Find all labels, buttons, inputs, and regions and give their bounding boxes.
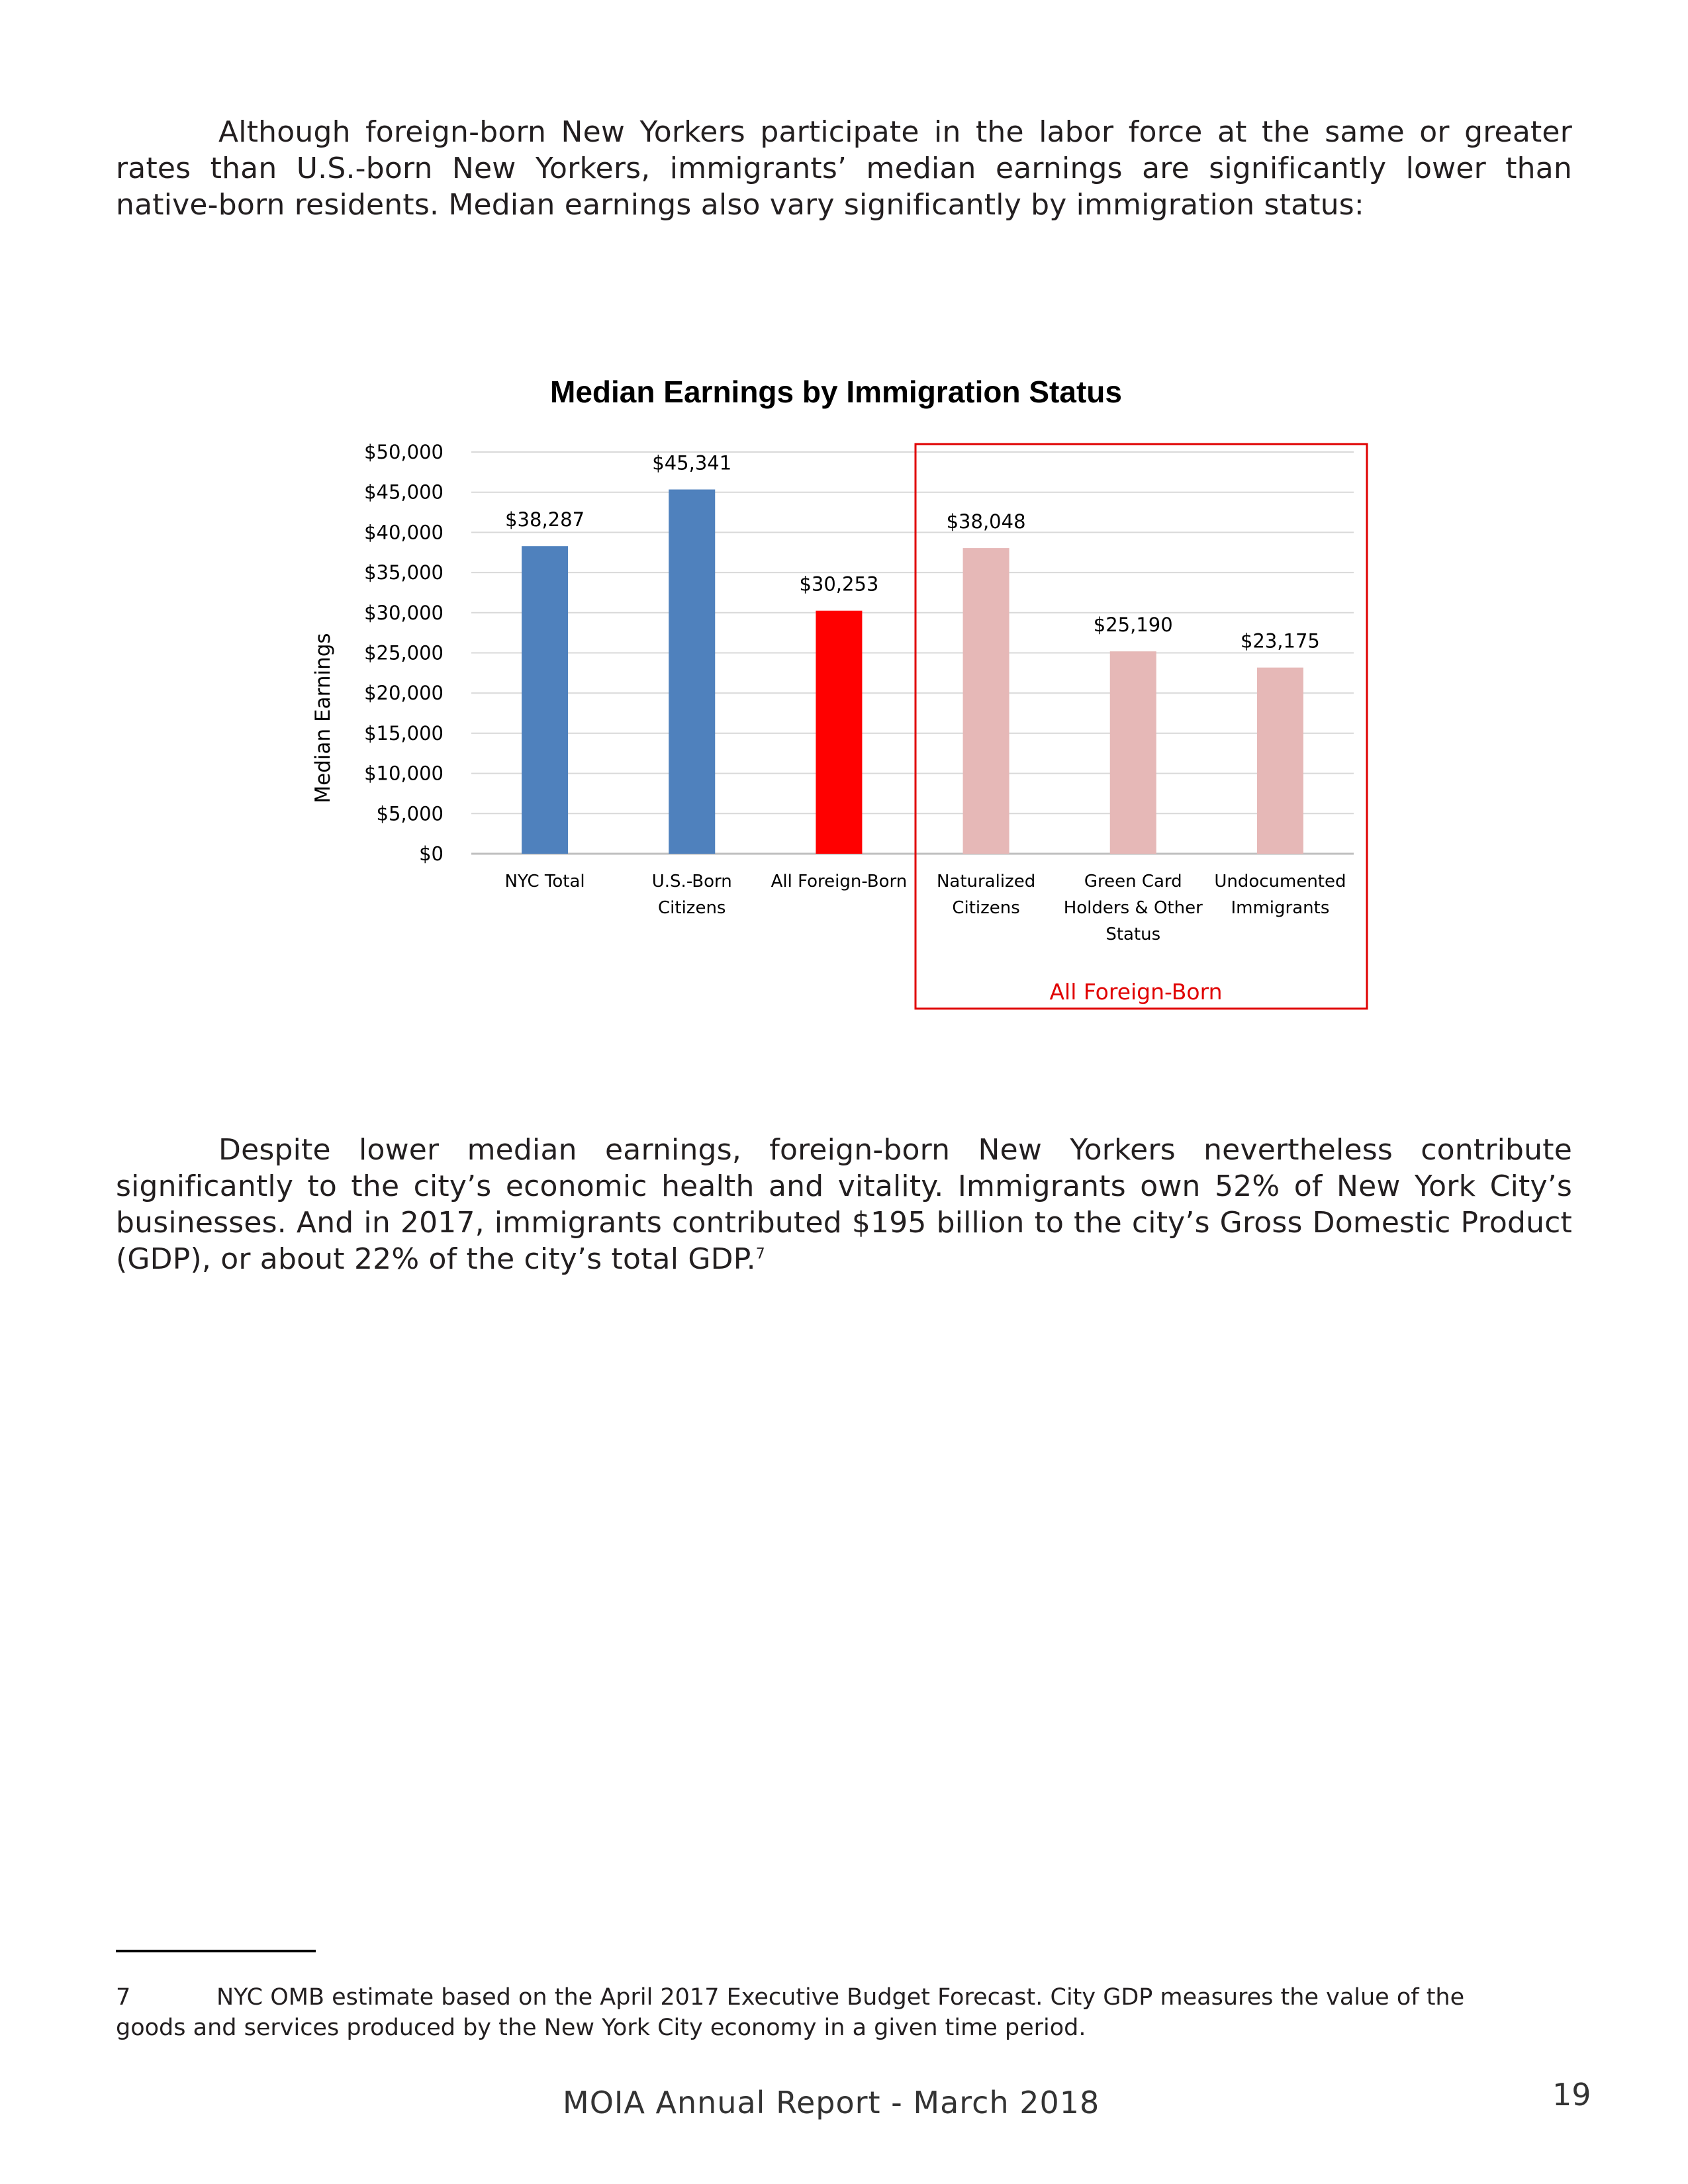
data-labels <box>505 452 1320 653</box>
category-label-line: All Foreign-Born <box>771 872 908 891</box>
report-footer: MOIA Annual Report - March 2018 <box>563 2085 1100 2120</box>
data-label: $23,175 <box>1240 629 1320 653</box>
category-label-line: Status <box>1105 925 1161 944</box>
data-label: $38,048 <box>946 510 1026 533</box>
category-label <box>771 872 908 891</box>
category-labels <box>505 872 1346 944</box>
y-tick-label: $15,000 <box>364 721 444 745</box>
category-label <box>1214 872 1346 918</box>
y-tick-label: $30,000 <box>364 601 444 624</box>
data-label: $38,287 <box>505 508 585 531</box>
category-label <box>1064 872 1203 944</box>
y-tick-label: $0 <box>419 842 444 865</box>
category-label-line: Immigrants <box>1231 898 1330 918</box>
y-tick-label: $35,000 <box>364 561 444 584</box>
bar <box>669 490 715 854</box>
y-axis-title: Median Earnings <box>311 633 335 803</box>
y-tick-label: $5,000 <box>376 802 444 825</box>
footnote-reference: 7 <box>755 1246 765 1263</box>
category-label-line: U.S.-Born <box>651 872 732 891</box>
intro-paragraph-text: Although foreign-born New Yorkers participate in the labor force at the same or greater rates than U.S.-born New Yorkers, immigrants’ median earnings are significantly lower than native-born residents. Median earnings also vary significantly by immigration status: <box>116 115 1572 222</box>
category-label-line: Green Card <box>1084 872 1182 891</box>
y-tick-label: $45,000 <box>364 480 444 504</box>
bars <box>522 490 1303 854</box>
category-label <box>652 872 732 918</box>
footnote <box>116 1982 1539 2043</box>
footnote-divider <box>116 1950 316 1952</box>
category-label-line: Naturalized <box>936 872 1036 891</box>
bar <box>816 611 862 854</box>
page-number: 19 <box>1552 2077 1591 2113</box>
category-label-line: Citizens <box>658 898 726 918</box>
y-tick-label: $25,000 <box>364 641 444 664</box>
contribution-paragraph-text: Despite lower median earnings, foreign-born New Yorkers nevertheless contribute significantly to the city’s economic health and vitality. Immigrants own 52% of New York City’s businesses. And in 2017, immigrants contributed $195 billion to the city’s Gross Domestic Product (GDP), or about 22% of the city’s total GDP. <box>116 1133 1572 1276</box>
category-label <box>937 872 1035 918</box>
chart-title: Median Earnings by Immigration Status <box>550 375 1122 409</box>
y-tick-label: $40,000 <box>364 521 444 544</box>
foreign-born-group-label: All Foreign-Born <box>1049 979 1223 1005</box>
category-label-line: Holders & Other <box>1063 898 1203 918</box>
gridlines <box>471 452 1354 854</box>
y-axis-ticks <box>364 441 444 865</box>
data-label: $45,341 <box>652 451 732 475</box>
data-label: $25,190 <box>1093 614 1173 637</box>
footnote-text: NYC OMB estimate based on the April 2017 Executive Budget Forecast. City GDP measures the value of the goods and services produced by the New York City economy in a given time period. <box>116 1984 1465 2041</box>
bar <box>1110 651 1156 854</box>
data-label: $30,253 <box>799 572 879 596</box>
category-label <box>505 872 585 891</box>
contribution-paragraph <box>116 1132 1572 1277</box>
bar <box>963 548 1009 854</box>
y-tick-label: $20,000 <box>364 682 444 705</box>
y-tick-label: $50,000 <box>364 441 444 463</box>
category-label-line: Citizens <box>952 898 1020 918</box>
bar <box>522 546 568 854</box>
y-tick-label: $10,000 <box>364 762 444 785</box>
bar <box>1257 668 1303 854</box>
category-label-line: Undocumented <box>1214 872 1346 891</box>
footnote-number: 7 <box>116 1984 131 2011</box>
category-label-line: NYC Total <box>504 872 585 891</box>
